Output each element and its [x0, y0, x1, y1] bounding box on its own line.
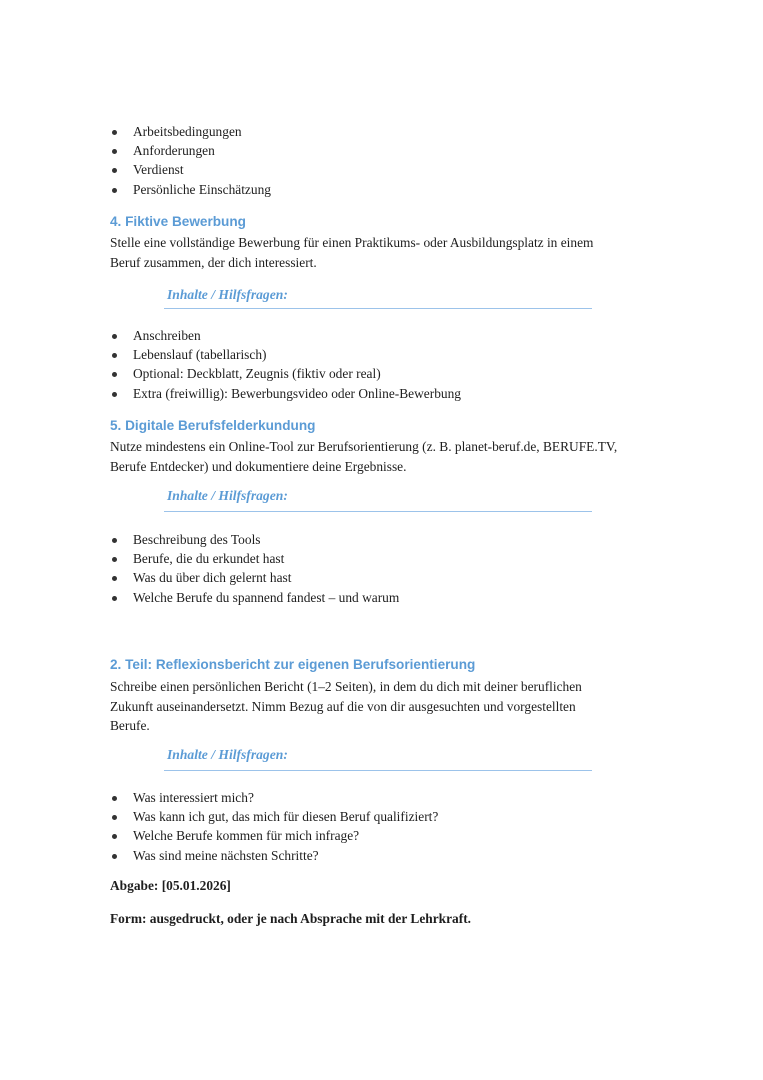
list-item-text: Lebenslauf (tabellarisch) [133, 347, 267, 363]
list-item-text: Arbeitsbedingungen [133, 124, 242, 139]
list-item [110, 141, 271, 160]
section-5-subheading: Inhalte / Hilfsfragen: [167, 488, 288, 503]
section-4-text-line-2: Beruf zusammen, der dich interessiert. [110, 255, 317, 270]
bullet-icon [112, 815, 117, 820]
list-item-text: Persönliche Einschätzung [133, 181, 271, 197]
list-item [110, 788, 438, 807]
list-item [110, 568, 399, 587]
bullet-icon [112, 557, 117, 562]
bullet-icon [112, 834, 117, 839]
bullet-icon [112, 796, 117, 801]
list-item [110, 826, 438, 845]
section-4-subheading: Inhalte / Hilfsfragen: [167, 287, 288, 302]
list-item [110, 588, 399, 607]
list-item-text: Extra (freiwillig): Bewerbungsvideo oder Online-Bewerbung [133, 385, 461, 401]
list-item [110, 384, 461, 403]
list-item-text: Anforderungen [133, 143, 215, 159]
list-item [110, 846, 438, 865]
bullet-icon [112, 854, 117, 859]
part-2-list [110, 788, 438, 865]
list-item-text: Was interessiert mich? [133, 790, 254, 805]
list-item-text: Beschreibung des Tools [133, 532, 261, 547]
list-item [110, 160, 271, 179]
bullet-icon [112, 188, 117, 193]
bullet-icon [112, 392, 117, 397]
list-item [110, 549, 399, 568]
bullet-icon [112, 596, 117, 601]
part-2-heading: 2. Teil: Reflexionsbericht zur eigenen Berufsorientierung [110, 657, 476, 672]
bullet-icon [112, 576, 117, 581]
part-2-text-line-1: Schreibe einen persönlichen Bericht (1–2 Seiten), in dem du dich mit deiner beruflichen [110, 679, 582, 694]
list-item [110, 122, 271, 141]
divider [164, 770, 592, 771]
bullet-icon [112, 149, 117, 154]
bullet-icon [112, 130, 117, 135]
list-item-text: Was du über dich gelernt hast [133, 570, 292, 586]
submission-form: Form: ausgedruckt, oder je nach Absprache mit der Lehrkraft. [110, 911, 472, 926]
bullet-icon [112, 538, 117, 543]
list-item-text: Welche Berufe du spannend fandest – und warum [133, 589, 400, 605]
bullet-icon [112, 334, 117, 339]
list-item [110, 364, 461, 383]
deadline: Abgabe: [05.01.2026] [110, 878, 231, 893]
section-4-text-line-1: Stelle eine vollständige Bewerbung für einen Praktikums- oder Ausbildungsplatz in einem [110, 235, 594, 250]
bullet-icon [112, 372, 117, 377]
part-2-text-line-3: Berufe. [110, 718, 150, 733]
list-item-text: Verdienst [133, 162, 184, 178]
list-item [110, 530, 399, 549]
list-item [110, 326, 461, 345]
section-5-text-line-1: Nutze mindestens ein Online-Tool zur Berufsorientierung (z. B. planet-beruf.de, BERUFE.TV, [110, 439, 618, 454]
section-5-heading: 5. Digitale Berufsfelderkundung [110, 418, 316, 433]
list-item-text: Berufe, die du erkundet hast [133, 551, 285, 567]
divider [164, 511, 592, 512]
part-2-text-line-2: Zukunft auseinandersetzt. Nimm Bezug auf die von dir ausgesuchten und vorgestellten [110, 699, 576, 714]
list-item-text: Was kann ich gut, das mich für diesen Beruf qualifiziert? [133, 809, 439, 825]
section-5-list [110, 530, 399, 607]
section-4-heading: 4. Fiktive Bewerbung [110, 214, 246, 229]
list-item-text: Was sind meine nächsten Schritte? [133, 847, 319, 863]
list-item [110, 345, 461, 364]
list-item [110, 807, 438, 826]
section-4-list [110, 326, 461, 403]
list-item [110, 180, 271, 199]
part-2-subheading: Inhalte / Hilfsfragen: [167, 747, 288, 762]
list-item-text: Welche Berufe kommen für mich infrage? [133, 828, 360, 844]
section-5-text-line-2: Berufe Entdecker) und dokumentiere deine Ergebnisse. [110, 459, 407, 474]
bullet-icon [112, 353, 117, 358]
bullet-icon [112, 168, 117, 173]
list-item-text: Optional: Deckblatt, Zeugnis (fiktiv oder real) [133, 366, 381, 382]
divider [164, 308, 592, 309]
list-item-text: Anschreiben [133, 328, 201, 343]
bullet-list-criteria [110, 122, 271, 199]
